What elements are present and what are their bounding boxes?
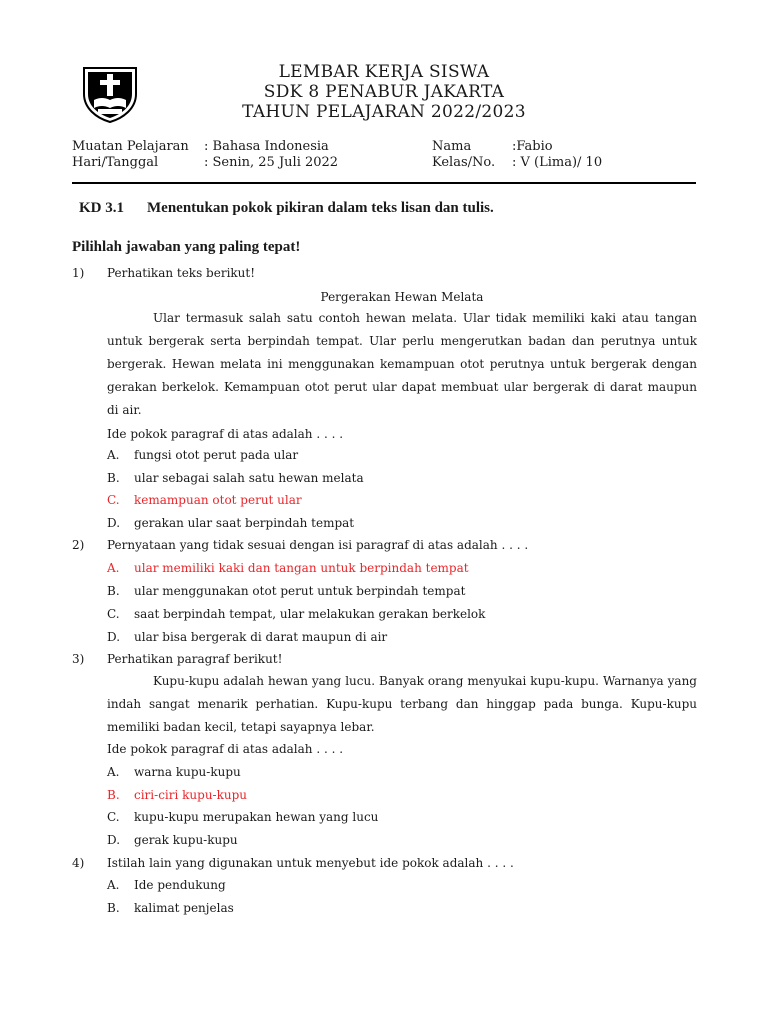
q4-option-a[interactable]: Ide pendukung — [134, 878, 226, 892]
name-label: Nama — [432, 139, 472, 154]
q3-option-b[interactable]: ciri-ciri kupu-kupu — [134, 788, 248, 802]
q3-option-b-letter[interactable]: B. — [107, 788, 120, 802]
q1-option-c-letter[interactable]: C. — [107, 493, 120, 507]
competency — [79, 200, 494, 217]
q3-option-a[interactable]: warna kupu-kupu — [134, 765, 241, 779]
q2-option-c-letter[interactable]: C. — [107, 607, 120, 621]
sheet-title: LEMBAR KERJA SISWA — [278, 62, 490, 82]
question-3-number: 3) — [72, 652, 85, 666]
question-2-text: Pernyataan yang tidak sesuai dengan isi paragraf di atas adalah . . . . — [107, 538, 529, 552]
subject-label: Muatan Pelajaran — [72, 139, 189, 154]
competency-text: Menentukan pokok pikiran dalam teks lisan dan tulis. — [147, 200, 494, 216]
instruction: Pilihlah jawaban yang paling tepat! — [72, 239, 301, 255]
question-2-number: 2) — [72, 538, 85, 552]
class-value: : V (Lima)/ 10 — [512, 155, 603, 170]
date-value: : Senin, 25 Juli 2022 — [204, 155, 339, 170]
q2-option-c[interactable]: saat berpindah tempat, ular melakukan gerakan berkelok — [134, 607, 486, 621]
name-value: :Fabio — [512, 139, 553, 154]
question-1-prompt: Ide pokok paragraf di atas adalah . . . . — [107, 427, 344, 441]
question-3-text: Perhatikan paragraf berikut! — [107, 652, 283, 666]
passage-1-title: Pergerakan Hewan Melata — [320, 290, 484, 304]
q3-option-c[interactable]: kupu-kupu merupakan hewan yang lucu — [134, 810, 379, 824]
subject-value: : Bahasa Indonesia — [204, 139, 329, 154]
q2-option-a[interactable]: ular memiliki kaki dan tangan untuk berpindah tempat — [134, 561, 469, 575]
q1-option-d-letter[interactable]: D. — [107, 516, 121, 530]
q2-option-b-letter[interactable]: B. — [107, 584, 120, 598]
q2-option-d-letter[interactable]: D. — [107, 630, 121, 644]
q2-option-a-letter[interactable]: A. — [107, 561, 120, 575]
question-3-prompt: Ide pokok paragraf di atas adalah . . . . — [107, 742, 344, 756]
question-1-text: Perhatikan teks berikut! — [107, 266, 256, 280]
question-4-text: Istilah lain yang digunakan untuk menyebut ide pokok adalah . . . . — [107, 856, 514, 870]
q3-option-c-letter[interactable]: C. — [107, 810, 120, 824]
passage-3 — [107, 670, 697, 739]
q3-option-d[interactable]: gerak kupu-kupu — [134, 833, 238, 847]
q1-option-b[interactable]: ular sebagai salah satu hewan melata — [134, 471, 364, 485]
q2-option-b[interactable]: ular menggunakan otot perut untuk berpindah tempat — [134, 584, 466, 598]
q4-option-a-letter[interactable]: A. — [107, 878, 120, 892]
q1-option-b-letter[interactable]: B. — [107, 471, 120, 485]
date-label: Hari/Tanggal — [72, 155, 159, 170]
q1-option-c[interactable]: kemampuan otot perut ular — [134, 493, 302, 507]
q1-option-a[interactable]: fungsi otot perut pada ular — [134, 448, 299, 462]
q1-option-d[interactable]: gerakan ular saat berpindah tempat — [134, 516, 355, 530]
school-name: SDK 8 PENABUR JAKARTA — [263, 82, 505, 102]
q2-option-d[interactable]: ular bisa bergerak di darat maupun di air — [134, 630, 388, 644]
school-logo — [80, 66, 140, 124]
passage-1-text: Ular termasuk salah satu contoh hewan melata. Ular tidak memiliki kaki atau tangan untuk bergerak serta berpindah tempat. Ular perlu mengerutkan badan dan perutnya untuk bergerak. Hewan melata ini menggunakan kemampuan otot perutnya untuk bergerak dengan gerakan berkelok. Kemampuan otot perut ular dapat membuat ular bergerak di darat maupun di air. — [107, 311, 697, 417]
q4-option-b-letter[interactable]: B. — [107, 901, 120, 915]
q3-option-d-letter[interactable]: D. — [107, 833, 121, 847]
academic-year: TAHUN PELAJARAN 2022/2023 — [242, 102, 526, 122]
q3-option-a-letter[interactable]: A. — [107, 765, 120, 779]
passage-3-text: Kupu-kupu adalah hewan yang lucu. Banyak orang menyukai kupu-kupu. Warnanya yang indah sangat menarik perhatian. Kupu-kupu terbang dan hinggap pada bunga. Kupu-kupu memiliki badan kecil, tetapi sayapnya lebar. — [107, 674, 697, 734]
class-label: Kelas/No. — [432, 155, 496, 170]
passage-1 — [107, 307, 697, 422]
q1-option-a-letter[interactable]: A. — [107, 448, 120, 462]
question-4-number: 4) — [72, 856, 85, 870]
q4-option-b[interactable]: kalimat penjelas — [134, 901, 234, 915]
question-1-number: 1) — [72, 266, 85, 280]
competency-code: KD 3.1 — [79, 200, 124, 216]
header-divider — [72, 182, 696, 184]
